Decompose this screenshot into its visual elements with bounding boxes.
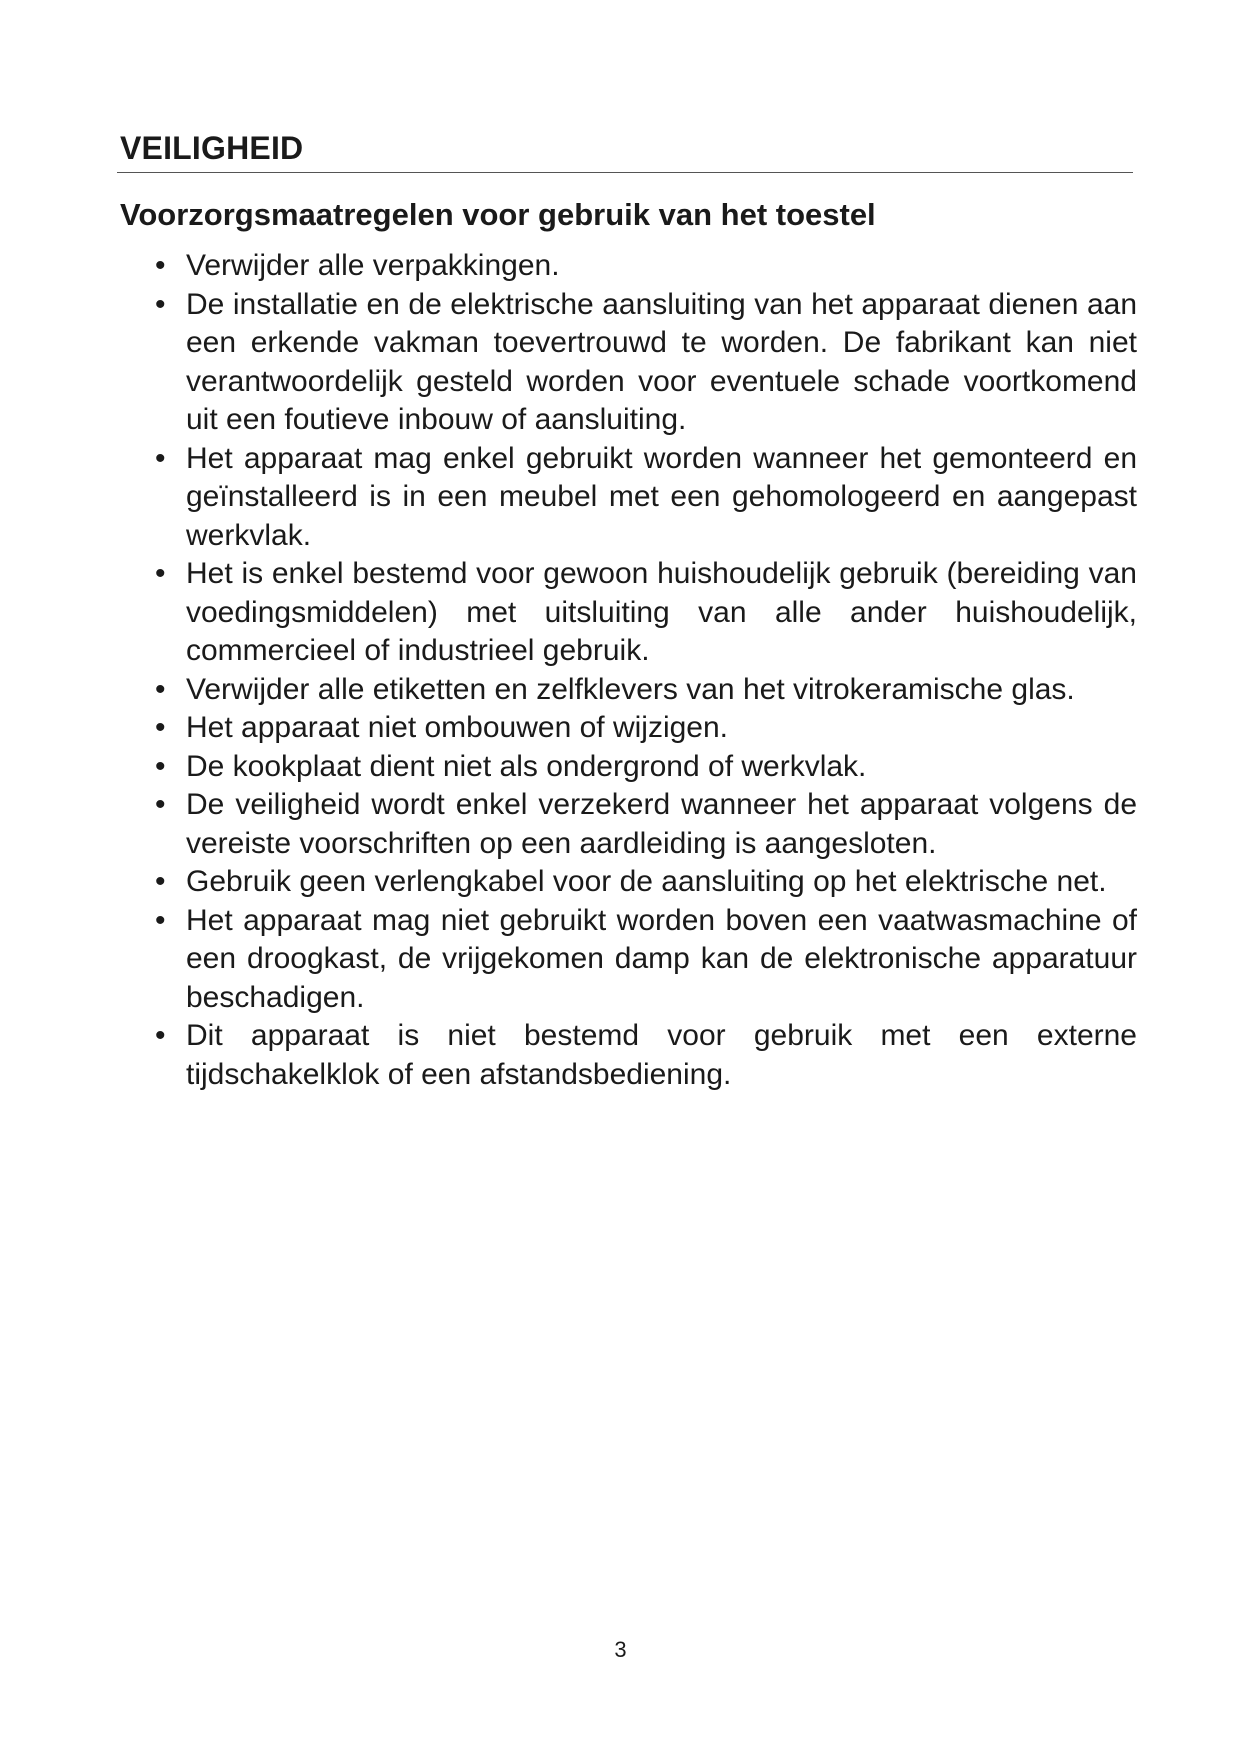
list-item — [152, 786, 1137, 863]
section-title: VEILIGHEID — [120, 130, 304, 166]
bullet-icon: • — [155, 788, 166, 821]
list-item — [152, 286, 1137, 440]
list-item-text: Het apparaat mag niet gebruikt worden boven een vaatwasmachine of een droogkast, de vrijgekomen damp kan de elektronische apparatuur beschadigen. — [186, 903, 1137, 1014]
subtitle: Voorzorgsmaatregelen voor gebruik van het toestel — [120, 197, 876, 232]
list-item-text: De veiligheid wordt enkel verzekerd wanneer het apparaat volgens de vereiste voorschriften op een aardleiding is aangesloten. — [186, 788, 1137, 860]
bullet-icon: • — [155, 903, 166, 937]
list-item-text: De kookplaat dient niet als ondergrond of werkvlak. — [186, 749, 867, 783]
list-item-text: De installatie en de elektrische aansluiting van het apparaat dienen aan een erkende vakman toevertrouwd te worden. De fabrikant kan niet verantwoordelijk gesteld worden voor eventuele schade voortkomend uit een foutieve inbouw of aansluiting. — [186, 287, 1137, 436]
bullet-icon: • — [155, 287, 166, 321]
bullet-icon: • — [155, 1019, 166, 1052]
bullet-icon: • — [155, 672, 166, 706]
list-item — [152, 440, 1137, 556]
list-item — [152, 555, 1137, 671]
bullet-icon: • — [155, 711, 166, 744]
bullet-icon: • — [155, 749, 166, 783]
list-item — [152, 709, 1137, 748]
list-item-text: Verwijder alle etiketten en zelfklevers van het vitrokeramische glas. — [186, 672, 1075, 706]
list-item-text: Gebruik geen verlengkabel voor de aansluiting op het elektrische net. — [186, 865, 1107, 898]
list-item — [152, 1017, 1137, 1094]
bullet-icon: • — [155, 865, 166, 898]
bullet-icon: • — [155, 249, 166, 282]
page-number: 3 — [614, 1637, 627, 1662]
list-item-text: Het is enkel bestemd voor gewoon huishoudelijk gebruik (bereiding van voedingsmiddelen) met uitsluiting van alle ander huishoudelijk, commercieel of industrieel gebruik. — [186, 557, 1137, 667]
list-item — [152, 671, 1137, 710]
title-divider — [117, 172, 1133, 173]
list-item-text: Dit apparaat is niet bestemd voor gebruik met een externe tijdschakelklok of een afstandsbediening. — [186, 1019, 1137, 1091]
list-item — [152, 247, 1137, 286]
bullet-icon: • — [155, 441, 166, 475]
safety-precautions-list — [152, 247, 1137, 1094]
list-item — [152, 902, 1137, 1018]
list-item-text: Het apparaat mag enkel gebruikt worden wanneer het gemonteerd en geïnstalleerd is in een meubel met een gehomologeerd en aangepast werkvlak. — [186, 441, 1137, 552]
list-item — [152, 748, 1137, 787]
bullet-icon: • — [155, 557, 166, 590]
list-item-text: Het apparaat niet ombouwen of wijzigen. — [186, 711, 728, 744]
list-item-text: Verwijder alle verpakkingen. — [186, 249, 560, 282]
list-item — [152, 863, 1137, 902]
